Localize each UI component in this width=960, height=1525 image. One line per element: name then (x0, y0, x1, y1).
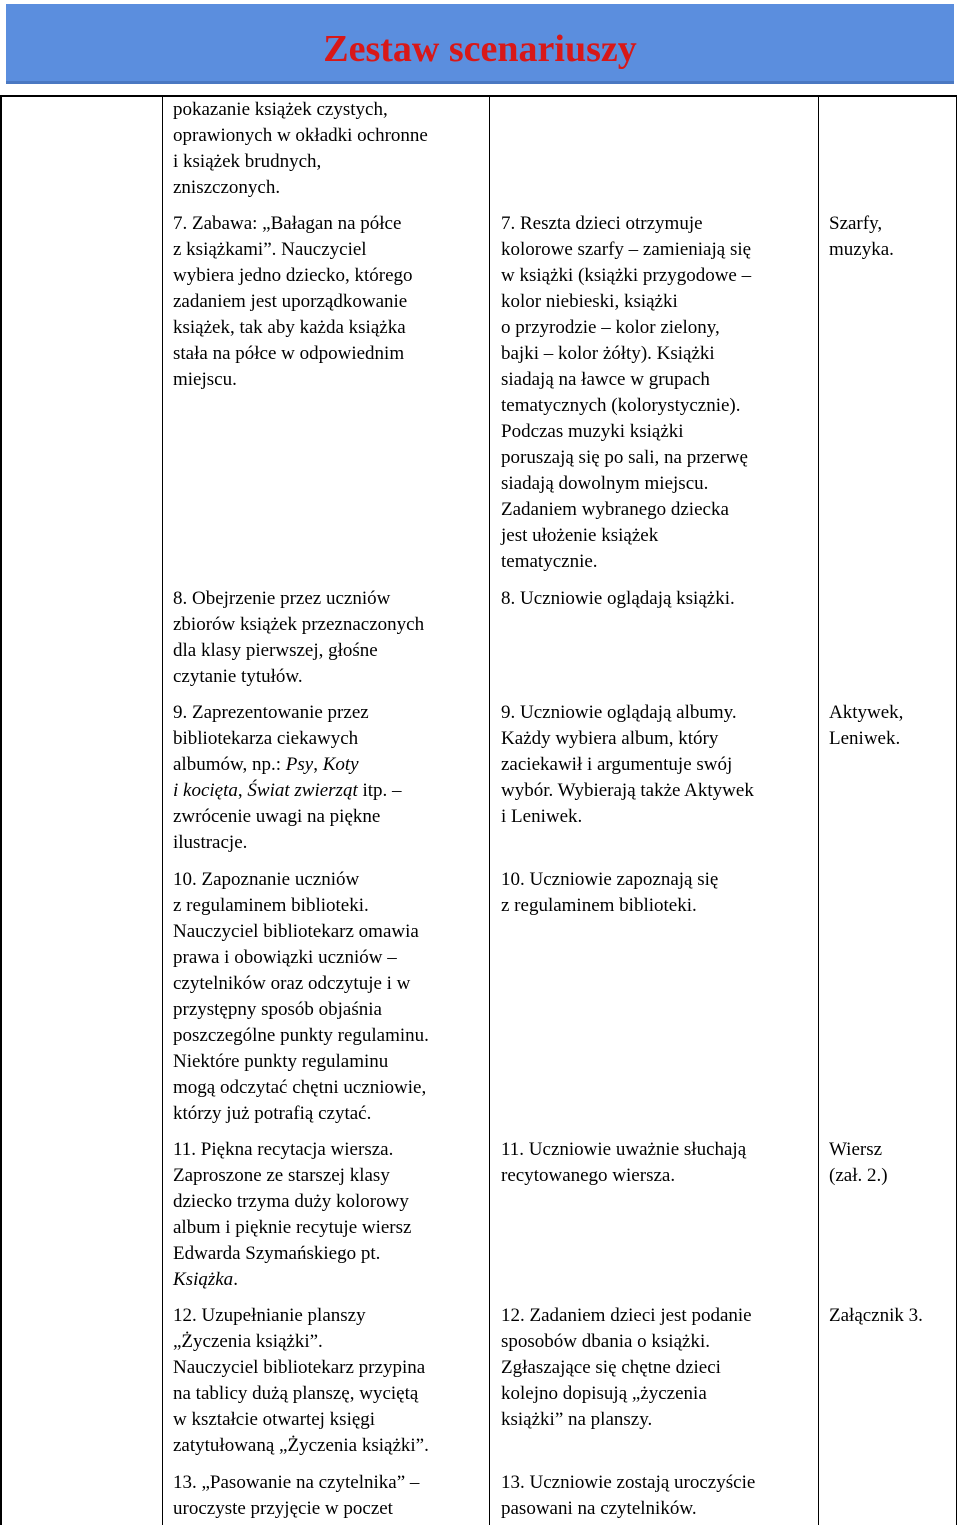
album-title: i kocięta (173, 780, 238, 801)
text-line: i Leniwek. (501, 806, 583, 827)
text-line: o przyrodzie – kolor zielony, (501, 317, 720, 338)
text-line: Załącznik 3. (829, 1305, 923, 1326)
table-cell-student-activity (501, 867, 718, 919)
table-cell-student-activity (501, 700, 754, 830)
text-line: Podczas muzyki książki (501, 421, 684, 442)
text-line: i książek brudnych, (173, 151, 322, 172)
text-line: prawa i obowiązki uczniów – (173, 947, 397, 968)
text-line: Nauczyciel bibliotekarz przypina (173, 1357, 426, 1378)
text-line: album i pięknie recytuje wiersz (173, 1217, 412, 1238)
text-line: na tablicy dużą planszę, wyciętą (173, 1383, 419, 1404)
poem-title: Książka (173, 1269, 234, 1290)
table-cell-activity (173, 1470, 419, 1522)
table-cell-materials (829, 211, 894, 263)
text-line: „Życzenia książki”. (173, 1331, 323, 1352)
table-cell-materials (829, 1303, 923, 1329)
text-line: z regulaminem biblioteki. (173, 895, 369, 916)
text-line: książki” na planszy. (501, 1409, 653, 1430)
text-line: przystępny sposób objaśnia (173, 999, 382, 1020)
column-divider (818, 95, 819, 1525)
text-line: Leniwek. (829, 728, 901, 749)
text-line: Nauczyciel bibliotekarz omawia (173, 921, 419, 942)
table-cell-student-activity (501, 1303, 752, 1433)
text-line: 13. Uczniowie zostają uroczyście (501, 1472, 756, 1493)
text-fragment: . (233, 1269, 238, 1290)
text-line: mogą odczytać chętni uczniowie, (173, 1077, 427, 1098)
text-line: recytowanego wiersza. (501, 1165, 676, 1186)
album-title: Koty (322, 754, 359, 775)
table-cell-student-activity (501, 1470, 755, 1522)
text-line: Zadaniem wybranego dziecka (501, 499, 729, 520)
text-line: Zgłaszające się chętne dzieci (501, 1357, 721, 1378)
text-line: poszczególne punkty regulaminu. (173, 1025, 429, 1046)
text-line: 7. Reszta dzieci otrzymuje (501, 213, 703, 234)
text-line: 10. Zapoznanie uczniów (173, 869, 360, 890)
text-line: 9. Zaprezentowanie przez (173, 702, 369, 723)
text-fragment: , (237, 780, 248, 801)
text-line: Edwarda Szymańskiego pt. (173, 1243, 381, 1264)
text-line: 9. Uczniowie oglądają albumy. (501, 702, 737, 723)
text-line: oprawionych w okładki ochronne (173, 125, 428, 146)
text-line: siadają dowolnym miejscu. (501, 473, 709, 494)
text-line: którzy już potrafią czytać. (173, 1103, 372, 1124)
text-line: stała na półce w odpowiednim (173, 343, 405, 364)
table-cell-activity (173, 867, 429, 1127)
text-fragment: albumów, np.: (173, 754, 286, 775)
table-cell-student-activity (501, 211, 751, 575)
text-line: bibliotekarza ciekawych (173, 728, 359, 749)
text-line: Zaproszone ze starszej klasy (173, 1165, 390, 1186)
table-cell-activity (173, 1303, 429, 1459)
text-line: zadaniem jest uporządkowanie (173, 291, 408, 312)
table-cell-activity (173, 97, 428, 201)
text-line (173, 1267, 411, 1293)
table-cell-student-activity (501, 586, 735, 612)
text-line: pasowani na czytelników. (501, 1498, 697, 1519)
table-cell-activity (173, 1137, 411, 1293)
table-cell-student-activity (501, 1137, 746, 1189)
text-line: Niektóre punkty regulaminu (173, 1051, 389, 1072)
text-line: Wiersz (829, 1139, 883, 1160)
text-line: zniszczonych. (173, 177, 281, 198)
text-line: 7. Zabawa: „Bałagan na półce (173, 213, 402, 234)
column-divider (162, 95, 163, 1525)
text-line: miejscu. (173, 369, 237, 390)
text-line: bajki – kolor żółty). Książki (501, 343, 715, 364)
text-line (173, 778, 402, 804)
header-banner (6, 4, 954, 84)
text-line: wybiera jedno dziecko, którego (173, 265, 413, 286)
table-cell-activity (173, 211, 413, 393)
text-line: siadają na ławce w grupach (501, 369, 710, 390)
text-line: kolejno dopisują „życzenia (501, 1383, 707, 1404)
text-line: zatytułowaną „Życzenia książki”. (173, 1435, 429, 1456)
text-line: w kształcie otwartej księgi (173, 1409, 376, 1430)
text-line: 12. Uzupełnianie planszy (173, 1305, 366, 1326)
text-line: z regulaminem biblioteki. (501, 895, 697, 916)
text-line: w książki (książki przygodowe – (501, 265, 752, 286)
text-line: kolor niebieski, książki (501, 291, 678, 312)
text-line: (zał. 2.) (829, 1165, 888, 1186)
text-line: Szarfy, (829, 213, 883, 234)
text-line: 11. Uczniowie uważnie słuchają (501, 1139, 747, 1160)
text-line: jest ułożenie książek (501, 525, 659, 546)
text-line: pokazanie książek czystych, (173, 99, 388, 120)
text-line: poruszają się po sali, na przerwę (501, 447, 748, 468)
text-line: zaciekawił i argumentuje swój (501, 754, 733, 775)
album-title: Świat zwierząt (247, 780, 358, 801)
text-line: czytanie tytułów. (173, 666, 303, 687)
table-cell-activity (173, 700, 402, 856)
text-line: 13. „Pasowanie na czytelnika” – (173, 1472, 420, 1493)
text-line: uroczyste przyjęcie w poczet (173, 1498, 393, 1519)
column-divider (489, 95, 490, 1525)
text-line: zwrócenie uwagi na piękne (173, 806, 381, 827)
text-line: kolorowe szarfy – zamieniają się (501, 239, 752, 260)
text-line: zbiorów książek przeznaczonych (173, 614, 425, 635)
text-line: Każdy wybiera album, który (501, 728, 719, 749)
text-line: 12. Zadaniem dzieci jest podanie (501, 1305, 752, 1326)
text-line: sposobów dbania o książki. (501, 1331, 710, 1352)
table-frame (0, 95, 957, 1525)
text-fragment: , (313, 754, 323, 775)
text-line (173, 752, 402, 778)
text-line: dziecko trzyma duży kolorowy (173, 1191, 409, 1212)
text-line: 8. Obejrzenie przez uczniów (173, 588, 391, 609)
text-line: z książkami”. Nauczyciel (173, 239, 367, 260)
text-line: Aktywek, (829, 702, 904, 723)
text-line: tematycznie. (501, 551, 598, 572)
page-title: Zestaw scenariuszy (323, 28, 637, 70)
table-cell-materials (829, 700, 903, 752)
table-cell-materials (829, 1137, 888, 1189)
text-line: 8. Uczniowie oglądają książki. (501, 588, 735, 609)
text-line: muzyka. (829, 239, 894, 260)
text-line: 10. Uczniowie zapoznają się (501, 869, 719, 890)
text-line: ilustracje. (173, 832, 248, 853)
text-line: 11. Piękna recytacja wiersza. (173, 1139, 394, 1160)
text-line: czytelników oraz odczytuje i w (173, 973, 411, 994)
album-title: Psy (285, 754, 314, 775)
text-line: wybór. Wybierają także Aktywek (501, 780, 754, 801)
text-line: książek, tak aby każda książka (173, 317, 406, 338)
text-line: dla klasy pierwszej, głośne (173, 640, 378, 661)
text-line: tematycznych (kolorystycznie). (501, 395, 741, 416)
text-fragment: itp. – (357, 780, 402, 801)
table-cell-activity (173, 586, 424, 690)
